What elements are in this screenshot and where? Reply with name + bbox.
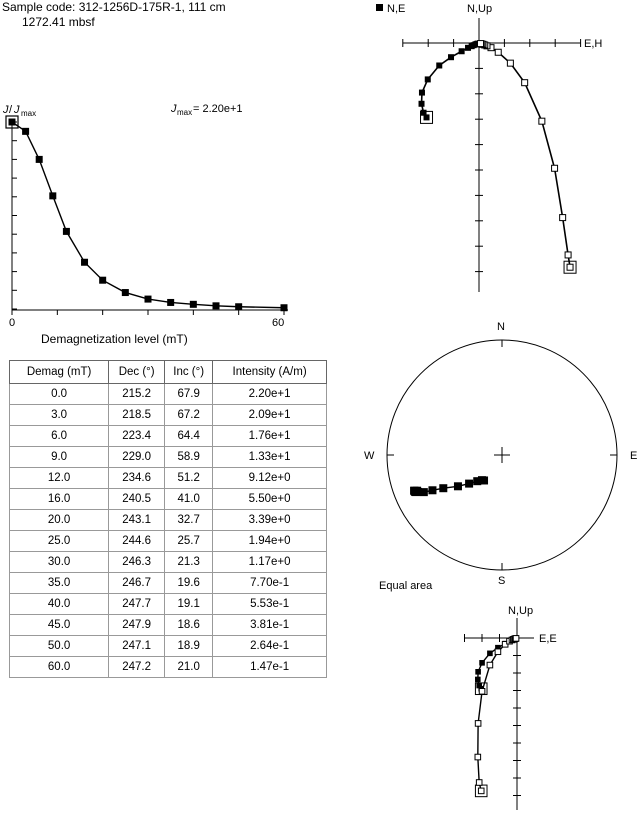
horizontal-point [479, 660, 485, 666]
intensity-point [22, 128, 29, 135]
cell-inc: 25.7 [165, 531, 213, 552]
cell-dec: 215.2 [109, 384, 165, 405]
jmax-label-sub: max [177, 108, 193, 117]
cell-intensity: 5.50e+0 [213, 489, 327, 510]
table-row [10, 447, 327, 468]
vertical-point [507, 60, 513, 66]
cell-inc: 19.1 [165, 594, 213, 615]
intensity-point [36, 156, 43, 163]
cell-dec: 247.9 [109, 615, 165, 636]
horizontal-point [459, 48, 465, 54]
horizontal-point [448, 54, 454, 60]
cell-intensity: 3.39e+0 [213, 510, 327, 531]
cell-inc: 58.9 [165, 447, 213, 468]
cell-intensity: 2.64e-1 [213, 636, 327, 657]
south-label: S [498, 575, 506, 587]
sample-code: Sample code: 312-1256D-175R-1, 111 cm [2, 0, 226, 14]
axis-right-label: E,E [539, 633, 557, 645]
cell-demag: 12.0 [10, 468, 109, 489]
cell-intensity: 2.09e+1 [213, 405, 327, 426]
cell-demag: 45.0 [10, 615, 109, 636]
vertical-point [478, 41, 484, 47]
vertical-point [567, 264, 573, 270]
cell-dec: 246.3 [109, 552, 165, 573]
stereonet-point [439, 484, 447, 492]
cell-intensity: 9.12e+0 [213, 468, 327, 489]
cell-dec: 246.7 [109, 573, 165, 594]
vertical-point [495, 49, 501, 55]
vertical-point [476, 780, 482, 786]
x-tick-label-60: 60 [272, 317, 285, 329]
horizontal-point [476, 683, 482, 689]
stereonet-point [413, 487, 421, 495]
vertical-point [475, 721, 481, 727]
axis-up-label: N,Up [467, 3, 493, 15]
vertical-point [478, 788, 484, 794]
vertical-point [552, 165, 558, 171]
table-header-row [10, 361, 327, 384]
cell-inc: 67.9 [165, 384, 213, 405]
east-label: E [630, 450, 638, 462]
table-row [10, 531, 327, 552]
stereonet-point [454, 482, 462, 490]
horizontal-point [419, 90, 425, 96]
table-row [10, 468, 327, 489]
cell-inc: 21.0 [165, 657, 213, 678]
col-dec-header: Dec (°) [109, 361, 165, 384]
cell-dec: 218.5 [109, 405, 165, 426]
vertical-point [539, 118, 545, 124]
x-axis-label: Demagnetization level (mT) [41, 332, 188, 346]
stereonet-point [465, 480, 473, 488]
cell-demag: 30.0 [10, 552, 109, 573]
cell-intensity: 1.47e-1 [213, 657, 327, 678]
cell-dec: 244.6 [109, 531, 165, 552]
intensity-point [167, 299, 174, 306]
vertical-point [479, 689, 485, 695]
cell-demag: 20.0 [10, 510, 109, 531]
cell-dec: 247.7 [109, 594, 165, 615]
vertical-point [487, 662, 493, 668]
table-row [10, 489, 327, 510]
cell-demag: 6.0 [10, 426, 109, 447]
cell-dec: 247.2 [109, 657, 165, 678]
cell-inc: 67.2 [165, 405, 213, 426]
intensity-point [81, 259, 88, 266]
horizontal-point [475, 677, 481, 683]
cell-demag: 3.0 [10, 405, 109, 426]
ylabel-sub: max [21, 109, 37, 118]
cell-dec: 234.6 [109, 468, 165, 489]
table-row [10, 510, 327, 531]
cell-intensity: 1.33e+1 [213, 447, 327, 468]
axis-right-label: E,H [584, 38, 603, 50]
zijderveld-top [360, 0, 642, 300]
table-row [10, 552, 327, 573]
vertical-point [522, 80, 528, 86]
stereonet [360, 315, 642, 595]
cell-intensity: 5.53e-1 [213, 594, 327, 615]
sample-depth: 1272.41 mbsf [22, 15, 95, 29]
stereonet-point [428, 486, 436, 494]
cell-dec: 243.1 [109, 510, 165, 531]
intensity-point [9, 119, 16, 126]
intensity-plot [0, 90, 310, 352]
stereonet-point [473, 477, 481, 485]
intensity-point [281, 304, 288, 311]
table-row [10, 615, 327, 636]
cell-inc: 51.2 [165, 468, 213, 489]
ylabel-j: J [3, 104, 9, 116]
intensity-point [99, 277, 106, 284]
cell-demag: 25.0 [10, 531, 109, 552]
cell-demag: 50.0 [10, 636, 109, 657]
cell-demag: 40.0 [10, 594, 109, 615]
cell-inc: 19.6 [165, 573, 213, 594]
vertical-point [560, 215, 566, 221]
vertical-point [475, 754, 481, 760]
table-row [10, 405, 327, 426]
cell-intensity: 1.94e+0 [213, 531, 327, 552]
intensity-point [122, 289, 129, 296]
col-intensity-header: Intensity (A/m) [213, 361, 327, 384]
x-tick-label-0: 0 [9, 317, 16, 329]
cell-intensity: 2.20e+1 [213, 384, 327, 405]
stereonet-caption: Equal area [379, 580, 433, 592]
cell-demag: 35.0 [10, 573, 109, 594]
demag-table [9, 360, 327, 678]
cell-inc: 41.0 [165, 489, 213, 510]
table-row [10, 426, 327, 447]
jmax-value: = 2.20e+1 [193, 103, 243, 115]
col-demag-header: Demag (mT) [10, 361, 109, 384]
zijderveld-bottom [440, 595, 642, 813]
cell-intensity: 7.70e-1 [213, 573, 327, 594]
cell-dec: 240.5 [109, 489, 165, 510]
vertical-point [565, 252, 571, 258]
cell-inc: 18.6 [165, 615, 213, 636]
legend-filled-square [376, 4, 383, 11]
intensity-point [63, 228, 70, 235]
intensity-point [235, 303, 242, 310]
cell-dec: 247.1 [109, 636, 165, 657]
ylabel-sep: / [9, 104, 13, 116]
intensity-point [213, 302, 220, 309]
jmax-label-j: J [171, 103, 177, 115]
horizontal-point [421, 110, 427, 116]
intensity-point [49, 192, 56, 199]
intensity-point [190, 301, 197, 308]
cell-intensity: 3.81e-1 [213, 615, 327, 636]
legend-label: N,E [387, 3, 406, 15]
intensity-series-line [12, 122, 284, 308]
cell-demag: 0.0 [10, 384, 109, 405]
cell-inc: 18.9 [165, 636, 213, 657]
west-label: W [364, 450, 375, 462]
cell-dec: 223.4 [109, 426, 165, 447]
table-row [10, 384, 327, 405]
cell-demag: 9.0 [10, 447, 109, 468]
cell-demag: 16.0 [10, 489, 109, 510]
table-row [10, 636, 327, 657]
horizontal-point [425, 76, 431, 82]
axis-up-label: N,Up [508, 605, 534, 617]
vertical-point [513, 636, 519, 642]
cell-dec: 229.0 [109, 447, 165, 468]
horizontal-point [487, 651, 493, 657]
cell-inc: 21.3 [165, 552, 213, 573]
north-label: N [497, 321, 505, 333]
vertical-point [495, 649, 501, 655]
horizontal-point [419, 101, 425, 107]
cell-demag: 60.0 [10, 657, 109, 678]
col-inc-header: Inc (°) [165, 361, 213, 384]
intensity-point [145, 296, 152, 303]
cell-intensity: 1.17e+0 [213, 552, 327, 573]
table-row [10, 594, 327, 615]
ylabel-j2: J [14, 104, 20, 116]
cell-intensity: 1.76e+1 [213, 426, 327, 447]
table-row [10, 657, 327, 678]
cell-inc: 32.7 [165, 510, 213, 531]
cell-inc: 64.4 [165, 426, 213, 447]
table-row [10, 573, 327, 594]
horizontal-point [436, 62, 442, 68]
vertical-projection-line [481, 44, 571, 268]
horizontal-point [475, 669, 481, 675]
